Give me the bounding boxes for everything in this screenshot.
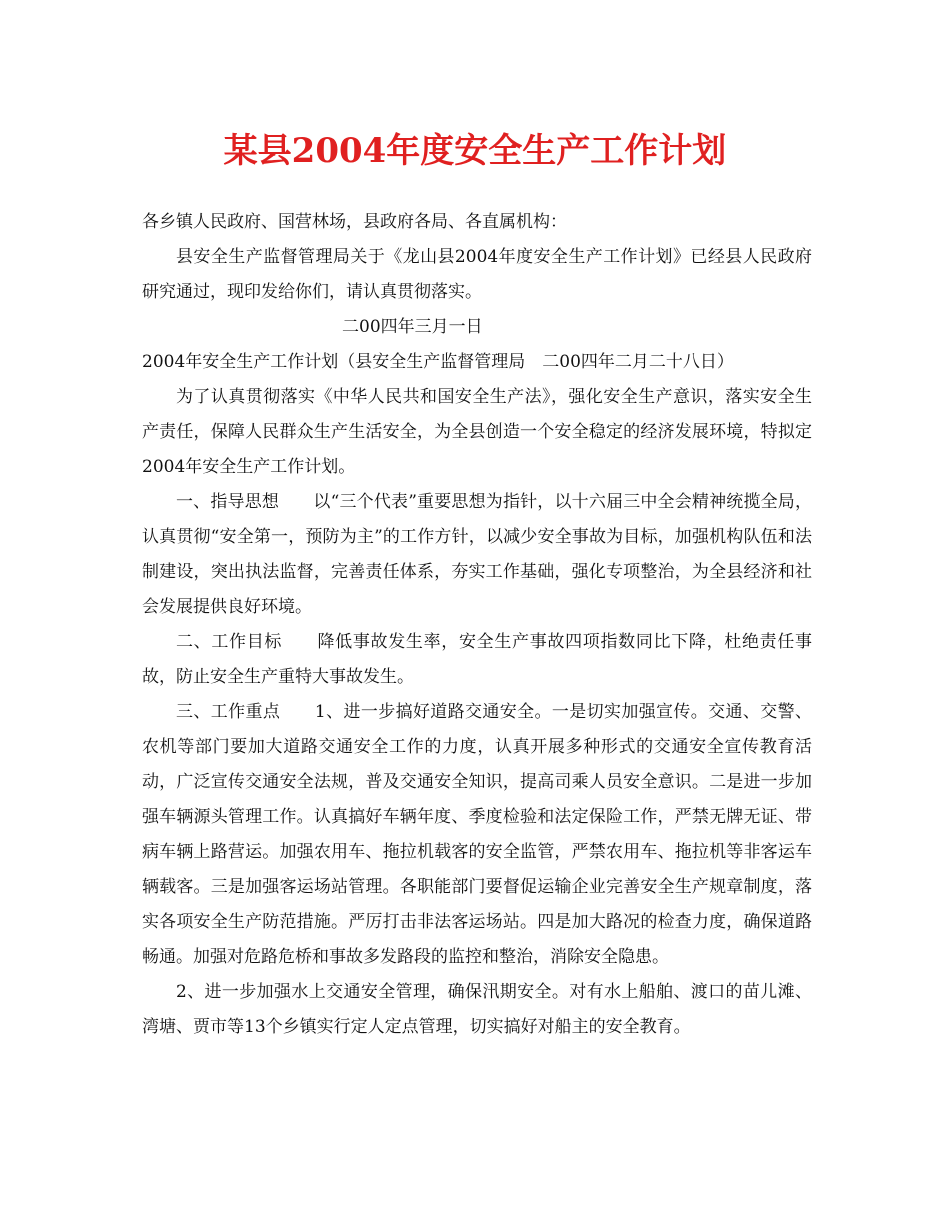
salutation: 各乡镇人民政府、国营林场，县政府各局、各直属机构：	[142, 212, 567, 232]
intro-paragraph: 为了认真贯彻落实《中华人民共和国安全生产法》，强化安全生产意识，落实安全生产责任，保障人民群众生产生活安全，为全县创造一个安全稳定的经济发展环境，特拟定2004年安全生产工作计划。	[142, 387, 812, 477]
notice-paragraph: 县安全生产监督管理局关于《龙山县2004年度安全生产工作计划》已经县人民政府研究通过，现印发给你们，请认真贯彻落实。	[142, 247, 812, 302]
notice-date: 二00四年三月一日	[342, 317, 483, 337]
section-work-focus: 三、工作重点 1、进一步搞好道路交通安全。一是切实加强宣传。交通、交警、农机等部门要加大道路交通安全工作的力度，认真开展多种形式的交通安全宣传教育活动，广泛宣传交通安全法规，普及交通安全知识，提高司乘人员安全意识。二是进一步加强车辆源头管理工作。认真搞好车辆年度、季度检验和法定保险工作，严禁无牌无证、带病车辆上路营运。加强农用车、拖拉机载客的安全监管，严禁农用车、拖拉机等非客运车辆载客。三是加强客运场站管理。各职能部门要督促运输企业完善安全生产规章制度，落实各项安全生产防范措施。严厉打击非法客运场站。四是加大路况的检查力度，确保道路畅通。加强对危路危桥和事故多发路段的监控和整治，消除安全隐患。	[142, 702, 812, 967]
plan-header: 2004年安全生产工作计划（县安全生产监督管理局 二00四年二月二十八日）	[142, 352, 734, 372]
section-guiding-ideology: 一、指导思想 以“三个代表”重要思想为指针，以十六届三中全会精神统揽全局，认真贯彻“安全第一，预防为主”的工作方针，以减少安全事故为目标，加强机构队伍和法制建设，突出执法监督，完善责任体系，夯实工作基础，强化专项整治，为全县经济和社会发展提供良好环境。	[142, 492, 812, 617]
document-title: 某县2004年度安全生产工作计划	[223, 131, 727, 171]
section-work-focus-item-2: 2、进一步加强水上交通安全管理，确保汛期安全。对有水上船舶、渡口的苗儿滩、湾塘、贾市等13个乡镇实行定人定点管理，切实搞好对船主的安全教育。	[142, 982, 812, 1037]
document-body	[142, 205, 812, 1045]
section-work-goals: 二、工作目标 降低事故发生率，安全生产事故四项指数同比下降，杜绝责任事故，防止安全生产重特大事故发生。	[142, 632, 812, 687]
